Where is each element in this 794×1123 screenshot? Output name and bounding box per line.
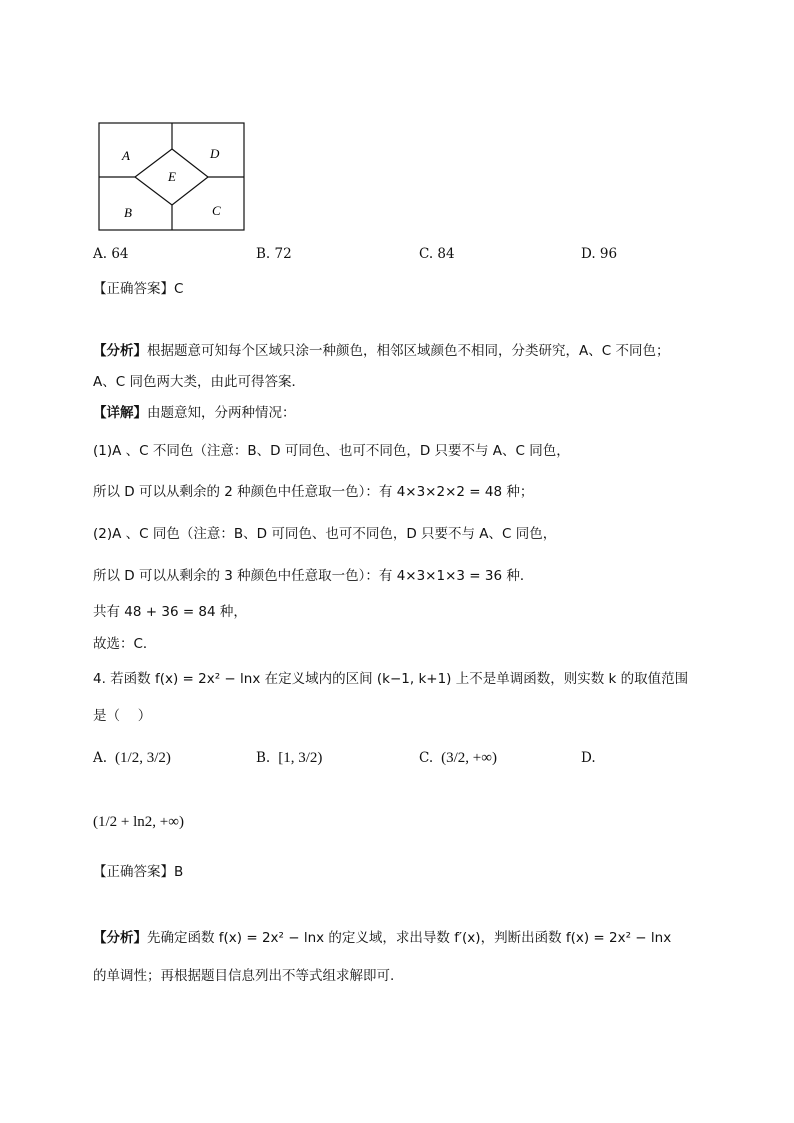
q3-answer: 【正确答案】C: [93, 281, 184, 297]
q4-option-a-label: A.: [93, 750, 108, 766]
q4-option-c-label: C.: [419, 750, 434, 766]
q4-option-d: [581, 738, 596, 778]
q4-stem-line2: 是（ ）: [93, 708, 152, 724]
region-diagram: [96, 120, 248, 234]
q4-option-b: [256, 738, 322, 778]
q4-option-c: [419, 738, 497, 778]
q4-stem-line1: 4. 若函数 f(x) = 2x² − lnx 在定义域内的区间 (k−1, k+1) 上不是单调函数，则实数 k 的取值范围: [93, 671, 689, 687]
q3-detail-head: 【详解】: [93, 405, 147, 421]
q3-case2-line2: 所以 D 可以从剩余的 3 种颜色中任意取一色）：有 4×3×1×3 = 36 种．: [93, 568, 534, 584]
region-label-a: A: [122, 148, 130, 163]
region-label-e: E: [168, 169, 176, 184]
q3-analysis-line1: [93, 339, 669, 359]
q3-option-b: B. 72: [256, 246, 292, 262]
q3-option-a: A. 64: [93, 246, 129, 262]
q3-option-c: C. 84: [419, 246, 455, 262]
region-label-b: B: [124, 205, 132, 220]
q3-option-d: D. 96: [581, 246, 618, 262]
q3-case1-line2: 所以 D 可以从剩余的 2 种颜色中任意取一色）：有 4×3×2×2 = 48 种；: [93, 484, 534, 500]
q3-analysis-head: 【分析】: [93, 343, 147, 359]
q4-analysis-text1: 先确定函数 f(x) = 2x² − lnx 的定义域，求出导数 f′(x)，判断出函数 f(x) = 2x² − lnx: [147, 930, 672, 946]
q4-answer: 【正确答案】B: [93, 864, 184, 880]
q3-detail-text: 由题意知，分两种情况：: [147, 405, 296, 421]
q3-analysis-line2: A、C 同色两大类，由此可得答案．: [93, 374, 305, 390]
q3-analysis-text1: 根据题意可知每个区域只涂一种颜色，相邻区域颜色不相同，分类研究，A、C 不同色；: [147, 343, 670, 359]
region-label-c: C: [212, 203, 221, 218]
q4-analysis-line1: [93, 926, 671, 946]
q4-option-d-body: [93, 800, 184, 844]
q3-detail-line: [93, 401, 296, 421]
q4-option-a-value: (1/2, 3/2): [115, 749, 171, 766]
q4-option-c-value: (3/2, +∞): [441, 749, 497, 766]
q4-analysis-line2: 的单调性；再根据题目信息列出不等式组求解即可.: [93, 968, 395, 984]
region-label-d: D: [210, 146, 220, 161]
q4-option-b-label: B.: [256, 750, 271, 766]
q4-option-a: [93, 738, 171, 778]
q3-total: 共有 48 + 36 = 84 种，: [93, 604, 247, 620]
q4-analysis-head: 【分析】: [93, 930, 147, 946]
q3-case1-line1: (1)A 、C 不同色（注意：B、D 可同色、也可不同色，D 只要不与 A、C 同色，: [93, 443, 570, 459]
q4-option-d-label: D.: [581, 750, 596, 766]
q3-choose: 故选：C．: [93, 636, 157, 652]
q3-case2-line1: (2)A 、C 同色（注意：B、D 可同色、也可不同色，D 只要不与 A、C 同色，: [93, 526, 557, 542]
q4-option-b-value: [1, 3/2): [278, 749, 323, 766]
q4-option-d-value: (1/2 + ln2, +∞): [93, 813, 184, 830]
